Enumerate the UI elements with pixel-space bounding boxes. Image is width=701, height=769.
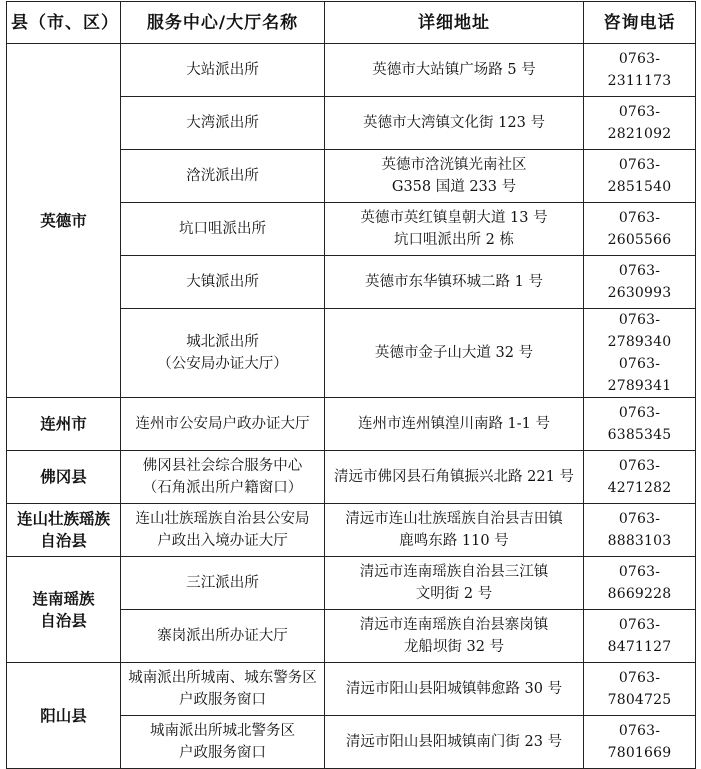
phone-cell: 0763-4271282	[584, 451, 696, 504]
phone-cell: 0763-2789340 0763-2789341	[584, 309, 696, 398]
header-region: 县（市、区）	[7, 2, 121, 44]
phone-cell: 0763-2630993	[584, 256, 696, 309]
header-phone: 咨询电话	[584, 2, 696, 44]
service-name-cell: 城南派出所城北警务区 户政服务窗口	[121, 716, 325, 769]
address-cell: 英德市大站镇广场路 5 号	[325, 44, 584, 97]
header-service-name: 服务中心/大厅名称	[121, 2, 325, 44]
phone-cell: 0763-6385345	[584, 398, 696, 451]
service-name-cell: 连山壮族瑶族自治县公安局 户政出入境办证大厅	[121, 504, 325, 557]
phone-cell: 0763-2605566	[584, 203, 696, 256]
address-cell: 清远市阳山县阳城镇南门街 23 号	[325, 716, 584, 769]
region-cell: 佛冈县	[7, 451, 121, 504]
address-cell: 英德市金子山大道 32 号	[325, 309, 584, 398]
service-name-cell: 大湾派出所	[121, 97, 325, 150]
table-header	[7, 2, 696, 44]
table-row	[7, 504, 696, 557]
address-cell: 英德市英红镇皇朝大道 13 号 坑口咀派出所 2 栋	[325, 203, 584, 256]
region-cell: 连山壮族瑶族 自治县	[7, 504, 121, 557]
region-cell: 连州市	[7, 398, 121, 451]
phone-cell: 0763-8669228	[584, 557, 696, 610]
service-name-cell: 大镇派出所	[121, 256, 325, 309]
phone-cell: 0763-2821092	[584, 97, 696, 150]
police-service-table	[6, 1, 696, 769]
table-row	[7, 44, 696, 97]
region-cell: 英德市	[7, 44, 121, 398]
address-cell: 清远市阳山县阳城镇韩愈路 30 号	[325, 663, 584, 716]
service-name-cell: 寨岗派出所办证大厅	[121, 610, 325, 663]
service-name-cell: 连州市公安局户政办证大厅	[121, 398, 325, 451]
service-name-cell: 浛洸派出所	[121, 150, 325, 203]
phone-cell: 0763-8471127	[584, 610, 696, 663]
table-row	[7, 398, 696, 451]
phone-cell: 0763-7801669	[584, 716, 696, 769]
service-name-cell: 三江派出所	[121, 557, 325, 610]
address-cell: 清远市连南瑶族自治县三江镇 文明街 2 号	[325, 557, 584, 610]
table-body	[7, 44, 696, 769]
table-row	[7, 557, 696, 610]
region-cell: 连南瑶族 自治县	[7, 557, 121, 663]
service-name-cell: 佛冈县社会综合服务中心 （石角派出所户籍窗口）	[121, 451, 325, 504]
table-row	[7, 663, 696, 716]
service-name-cell: 大站派出所	[121, 44, 325, 97]
address-cell: 英德市东华镇环城二路 1 号	[325, 256, 584, 309]
address-cell: 连州市连州镇湟川南路 1-1 号	[325, 398, 584, 451]
address-cell: 英德市大湾镇文化街 123 号	[325, 97, 584, 150]
address-cell: 英德市浛洸镇光南社区 G358 国道 233 号	[325, 150, 584, 203]
header-address: 详细地址	[325, 2, 584, 44]
service-name-cell: 城南派出所城南、城东警务区 户政服务窗口	[121, 663, 325, 716]
phone-cell: 0763-2851540	[584, 150, 696, 203]
phone-cell: 0763-2311173	[584, 44, 696, 97]
table-row	[7, 451, 696, 504]
service-name-cell: 坑口咀派出所	[121, 203, 325, 256]
address-cell: 清远市连山壮族瑶族自治县吉田镇 鹿鸣东路 110 号	[325, 504, 584, 557]
service-name-cell: 城北派出所 （公安局办证大厅）	[121, 309, 325, 398]
header-row	[7, 2, 696, 44]
address-cell: 清远市连南瑶族自治县寨岗镇 龙船坝街 32 号	[325, 610, 584, 663]
region-cell: 阳山县	[7, 663, 121, 769]
phone-cell: 0763-7804725	[584, 663, 696, 716]
phone-cell: 0763-8883103	[584, 504, 696, 557]
address-cell: 清远市佛冈县石角镇振兴北路 221 号	[325, 451, 584, 504]
